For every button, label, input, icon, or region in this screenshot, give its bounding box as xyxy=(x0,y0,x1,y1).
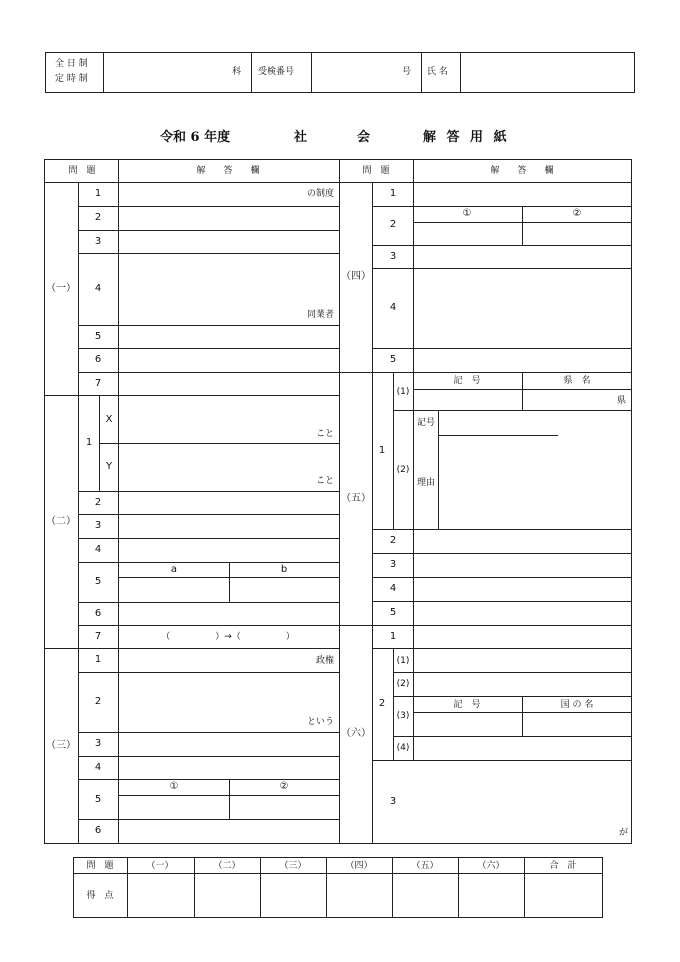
s4-q2-num: 2 xyxy=(389,219,397,230)
s1-q1-num: 1 xyxy=(94,188,102,199)
s3-q5-num: 5 xyxy=(94,794,102,805)
s4-q2-circle1: ① xyxy=(462,208,472,219)
s5-ken-suffix: 県 xyxy=(616,396,626,406)
s2-q4-num: 4 xyxy=(94,544,102,555)
s2-y-suffix: こと xyxy=(315,476,334,486)
title-sheet: 解 答 用 紙 xyxy=(423,130,510,145)
exam-number-label: 受検番号 xyxy=(258,67,295,77)
s6-q1-num: 1 xyxy=(389,631,397,642)
score-col-5: （五） xyxy=(411,861,439,871)
col-question-right: 問 題 xyxy=(362,166,390,176)
name-field[interactable] xyxy=(461,53,634,92)
s2-y-label: Y xyxy=(105,461,113,472)
score-col-2: （二） xyxy=(213,861,241,871)
s6-sub3: (3) xyxy=(396,711,410,721)
title-year: 令和 6 年度 xyxy=(160,130,231,145)
s5-reason-label: 理由 xyxy=(417,478,436,488)
s4-q4-answer[interactable] xyxy=(414,269,631,347)
s2-q7-num: 7 xyxy=(94,631,102,642)
s5-reason-answer[interactable] xyxy=(439,436,631,528)
col-answer-right: 解 答 欄 xyxy=(490,166,554,176)
s6-sub2: (2) xyxy=(396,679,410,689)
s2-x-answer[interactable] xyxy=(119,396,338,442)
s5-sub1: (1) xyxy=(396,387,410,397)
score-col-4: （四） xyxy=(345,861,373,871)
s2-q3-num: 3 xyxy=(94,520,102,531)
s5-pref-header: 県 名 xyxy=(563,376,591,386)
score-col-3: （三） xyxy=(279,861,307,871)
score-points-label: 得 点 xyxy=(86,891,114,901)
enrollment-parttime: 定 時 制 xyxy=(55,74,88,84)
s3-q6-num: 6 xyxy=(94,825,102,836)
s1-q3-num: 3 xyxy=(94,236,102,247)
section-1-label: （一） xyxy=(46,283,76,294)
col-answer-left: 解 答 欄 xyxy=(196,166,260,176)
s4-q4-num: 4 xyxy=(389,302,397,313)
score-question-label: 問 題 xyxy=(86,861,114,871)
s6-sub1: (1) xyxy=(396,656,410,666)
s3-q5-circle2: ② xyxy=(279,781,289,792)
s5-symbol-header: 記 号 xyxy=(453,376,481,386)
title-subject: 社 会 xyxy=(294,130,379,145)
s1-q6-num: 6 xyxy=(94,354,102,365)
s6-q3-num: 3 xyxy=(389,796,397,807)
s1-q4-answer[interactable] xyxy=(119,254,338,324)
s3-q3-num: 3 xyxy=(94,738,102,749)
s6-q2-num: 2 xyxy=(378,698,386,709)
s3-q2-suffix: という xyxy=(306,717,334,727)
number-suffix: 号 xyxy=(402,67,412,77)
exam-number-field[interactable] xyxy=(312,53,420,92)
s5-q5-num: 5 xyxy=(389,607,397,618)
s1-q4-num: 4 xyxy=(94,283,102,294)
s3-q4-num: 4 xyxy=(94,762,102,773)
course-field[interactable] xyxy=(104,53,250,92)
s3-q5-circle1: ① xyxy=(169,781,179,792)
s5-q2-num: 2 xyxy=(389,535,397,546)
section-3-label: （三） xyxy=(46,740,76,751)
s1-q1-answer[interactable] xyxy=(119,183,338,205)
s3-q1-suffix: 政権 xyxy=(315,656,334,666)
s1-q1-suffix: の制度 xyxy=(306,189,334,199)
course-suffix: 科 xyxy=(232,67,242,77)
s2-q5-num: 5 xyxy=(94,576,102,587)
s1-q4-suffix: 同業者 xyxy=(306,310,334,320)
s6-symbol-header: 記 号 xyxy=(453,700,481,710)
enrollment-fulltime: 全 日 制 xyxy=(55,59,88,69)
s3-q2-answer[interactable] xyxy=(119,673,338,731)
s5-q3-num: 3 xyxy=(389,559,397,570)
s4-q5-num: 5 xyxy=(389,354,397,365)
s1-q5-num: 5 xyxy=(94,331,102,342)
score-col-1: （一） xyxy=(146,861,174,871)
s3-q1-num: 1 xyxy=(94,654,102,665)
s2-q5-b-label: b xyxy=(280,564,288,575)
s5-q1-num: 1 xyxy=(378,445,386,456)
section-2-label: （二） xyxy=(46,516,76,527)
s1-q2-num: 2 xyxy=(94,212,102,223)
s6-q3-answer[interactable] xyxy=(414,761,631,843)
s5-symbol-short: 記号 xyxy=(417,418,436,428)
section-4-label: （四） xyxy=(341,271,371,282)
s2-x-suffix: こと xyxy=(315,429,334,439)
section-6-label: （六） xyxy=(341,728,371,739)
s5-q4-num: 4 xyxy=(389,583,397,594)
s4-q3-num: 3 xyxy=(389,251,397,262)
s2-x-label: X xyxy=(105,414,113,425)
s4-q1-num: 1 xyxy=(389,188,397,199)
s1-q7-num: 7 xyxy=(94,378,102,389)
s2-q7-template: （ ）→（ ） xyxy=(161,632,295,642)
name-label: 氏 名 xyxy=(427,67,448,77)
s6-ga-suffix: が xyxy=(618,828,628,838)
s3-q2-num: 2 xyxy=(94,696,102,707)
s2-q6-num: 6 xyxy=(94,608,102,619)
s2-q2-num: 2 xyxy=(94,497,102,508)
score-col-total: 合 計 xyxy=(549,861,577,871)
score-col-6: （六） xyxy=(477,861,505,871)
s4-q2-circle2: ② xyxy=(572,208,582,219)
s6-country-header: 国 の 名 xyxy=(560,700,594,710)
s6-sub4: (4) xyxy=(396,743,410,753)
s2-q5-a-label: a xyxy=(170,564,178,575)
section-5-label: （五） xyxy=(341,493,371,504)
col-question-left: 問 題 xyxy=(68,166,96,176)
s2-q1-num: 1 xyxy=(85,437,93,448)
s5-sub2: (2) xyxy=(396,465,410,475)
